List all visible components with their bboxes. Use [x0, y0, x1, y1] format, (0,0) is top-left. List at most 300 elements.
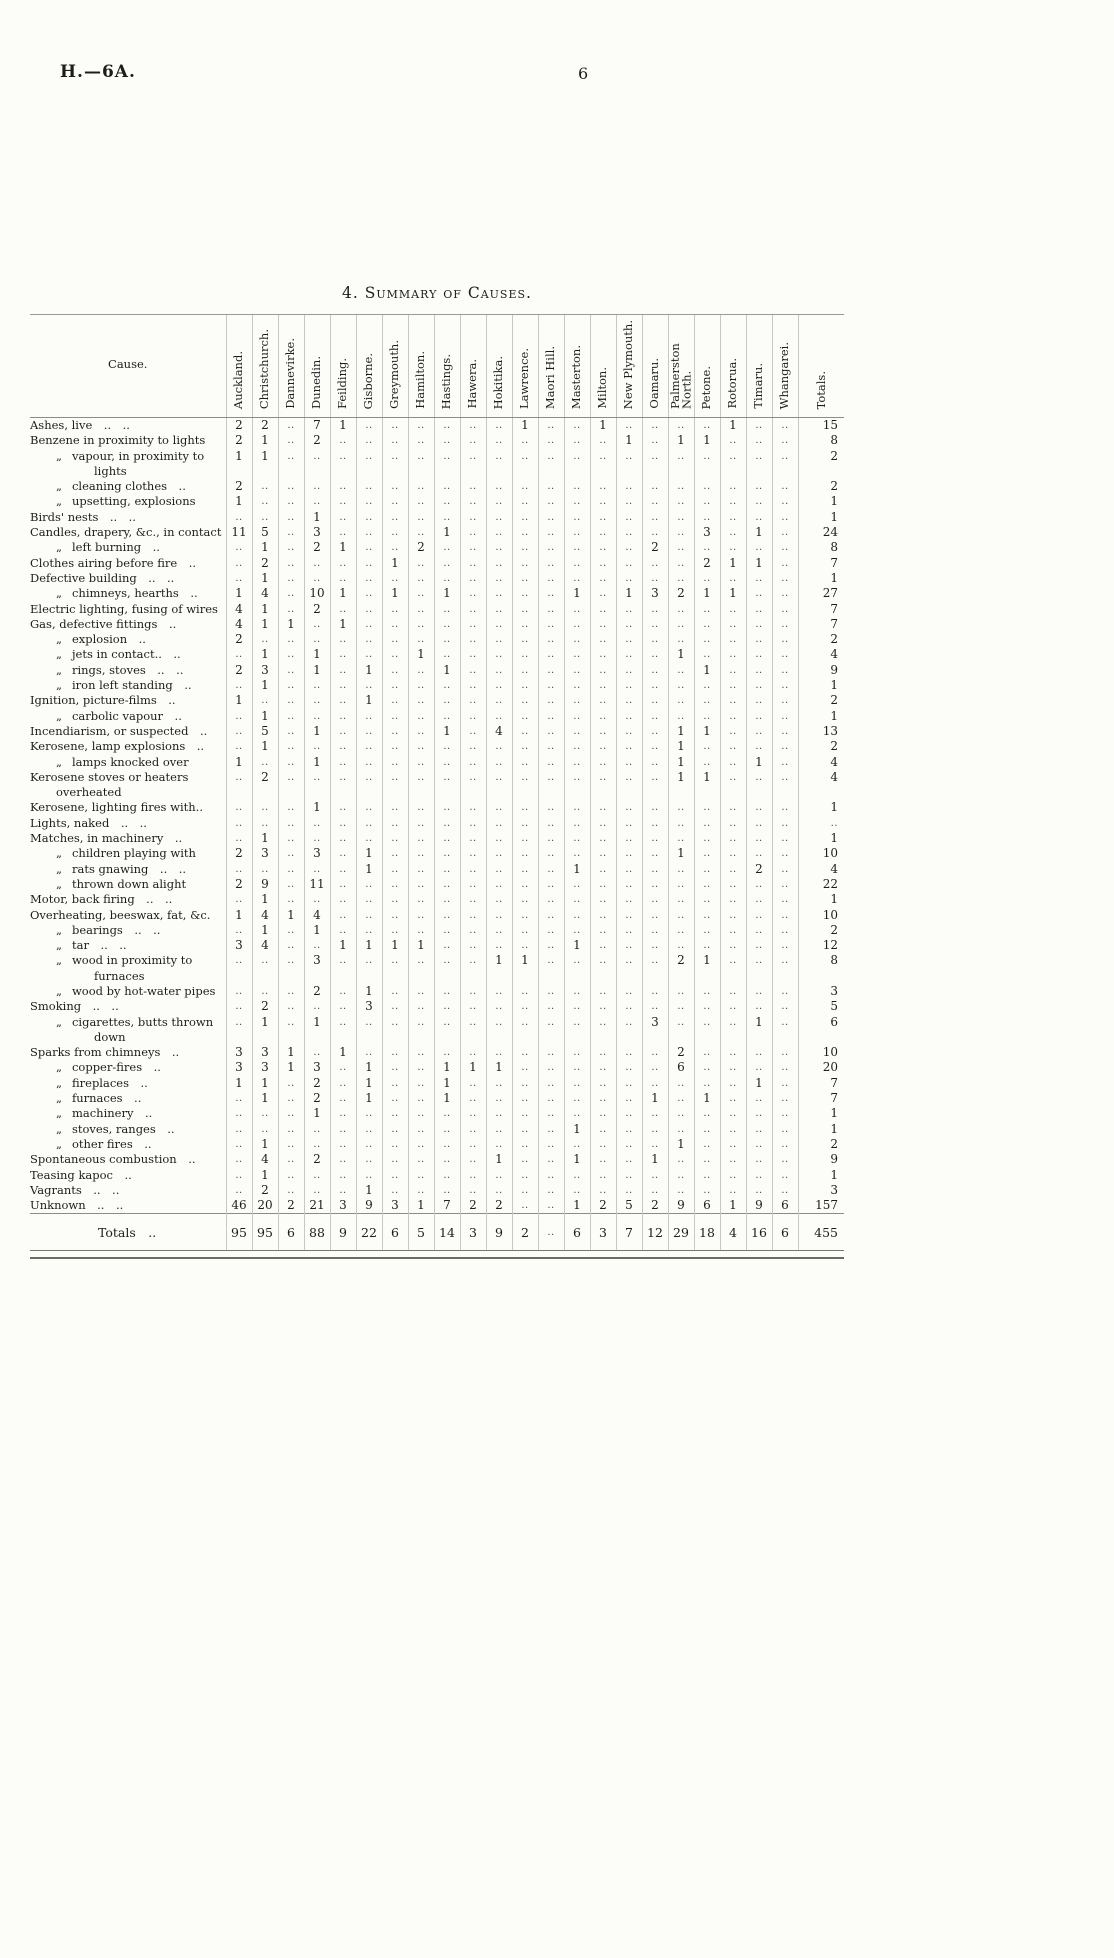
- value-cell: ..: [460, 540, 486, 555]
- value-cell: ..: [460, 556, 486, 571]
- value-cell: ..: [642, 1137, 668, 1152]
- value-cell: ..: [538, 953, 564, 984]
- value-cell: ..: [278, 449, 304, 480]
- value-cell: ..: [720, 617, 746, 632]
- value-cell: ..: [356, 1106, 382, 1121]
- value-cell: 1: [252, 1015, 278, 1046]
- value-cell: ..: [564, 494, 590, 509]
- value-cell: ..: [538, 938, 564, 953]
- value-cell: ..: [460, 1015, 486, 1046]
- value-cell: 1: [330, 938, 356, 953]
- value-cell: ..: [720, 540, 746, 555]
- value-cell: 1: [252, 617, 278, 632]
- value-cell: ..: [720, 1060, 746, 1075]
- cause-label: Sparks from chimneys ..: [30, 1045, 180, 1060]
- value-cell: ..: [512, 1198, 538, 1214]
- total-cell: 10: [798, 1045, 844, 1060]
- column-header-hawera: [460, 315, 486, 418]
- value-cell: ..: [512, 433, 538, 448]
- value-cell: ..: [434, 846, 460, 861]
- value-cell: ..: [772, 1076, 798, 1091]
- value-cell: ..: [460, 755, 486, 770]
- value-cell: ..: [538, 1106, 564, 1121]
- value-cell: ..: [746, 510, 772, 525]
- cause-cell: [30, 678, 226, 693]
- value-cell: ..: [330, 602, 356, 617]
- value-cell: ..: [278, 1122, 304, 1137]
- value-cell: ..: [564, 602, 590, 617]
- value-cell: ..: [226, 831, 252, 846]
- value-cell: ..: [720, 602, 746, 617]
- value-cell: ..: [408, 1183, 434, 1198]
- value-cell: ..: [278, 602, 304, 617]
- value-cell: ..: [746, 846, 772, 861]
- value-cell: ..: [616, 908, 642, 923]
- value-cell: ..: [720, 525, 746, 540]
- row-thrown-down-alight: [30, 877, 844, 892]
- value-cell: 2: [304, 1152, 330, 1167]
- value-cell: ..: [772, 923, 798, 938]
- value-cell: ..: [694, 647, 720, 662]
- cause-label: thrown down alight: [71, 876, 187, 891]
- value-cell: ..: [408, 510, 434, 525]
- value-cell: ..: [642, 800, 668, 815]
- value-cell: ..: [330, 908, 356, 923]
- value-cell: ..: [746, 540, 772, 555]
- value-cell: ..: [512, 846, 538, 861]
- value-cell: ..: [642, 479, 668, 494]
- value-cell: 1: [304, 724, 330, 739]
- value-cell: ..: [538, 1198, 564, 1214]
- value-cell: ..: [486, 663, 512, 678]
- value-cell: ..: [590, 739, 616, 754]
- value-cell: ..: [252, 800, 278, 815]
- value-cell: ..: [746, 892, 772, 907]
- value-cell: ..: [460, 1137, 486, 1152]
- value-cell: ..: [772, 999, 798, 1014]
- value-cell: ..: [382, 846, 408, 861]
- value-cell: ..: [720, 831, 746, 846]
- column-header-hamilton: [408, 315, 434, 418]
- column-header-dannevirke: [278, 315, 304, 418]
- value-cell: ..: [772, 908, 798, 923]
- totals-value-cell: 9: [486, 1214, 512, 1251]
- value-cell: ..: [408, 617, 434, 632]
- value-cell: ..: [772, 418, 798, 434]
- column-header-dunedin: [304, 315, 330, 418]
- value-cell: 1: [460, 1060, 486, 1075]
- value-cell: ..: [772, 602, 798, 617]
- value-cell: 3: [304, 525, 330, 540]
- value-cell: ..: [616, 724, 642, 739]
- total-cell: 13: [798, 724, 844, 739]
- value-cell: ..: [746, 1137, 772, 1152]
- value-cell: ..: [486, 433, 512, 448]
- value-cell: 1: [304, 510, 330, 525]
- cause-label: vapour, in proximity to lights: [71, 448, 205, 478]
- cause-cell: [30, 494, 226, 509]
- cause-cell: [30, 755, 226, 770]
- cause-label: Candles, drapery, &c., in contact: [30, 525, 222, 540]
- row-vagrants: [30, 1183, 844, 1198]
- total-cell: ..: [798, 816, 844, 831]
- value-cell: ..: [590, 1015, 616, 1046]
- value-cell: ..: [408, 739, 434, 754]
- column-header-palmerston-north: [668, 315, 694, 418]
- value-cell: ..: [538, 1015, 564, 1046]
- value-cell: 4: [252, 1152, 278, 1167]
- value-cell: 1: [434, 1076, 460, 1091]
- value-cell: 1: [512, 953, 538, 984]
- value-cell: ..: [512, 862, 538, 877]
- value-cell: ..: [720, 571, 746, 586]
- cause-cell: [30, 540, 226, 555]
- value-cell: ..: [772, 663, 798, 678]
- value-cell: 2: [590, 1198, 616, 1214]
- value-cell: ..: [642, 1122, 668, 1137]
- value-cell: ..: [460, 418, 486, 434]
- total-cell: 2: [798, 449, 844, 480]
- value-cell: 1: [356, 1091, 382, 1106]
- value-cell: ..: [538, 908, 564, 923]
- cause-cell: [30, 418, 226, 434]
- value-cell: ..: [356, 831, 382, 846]
- value-cell: 1: [434, 525, 460, 540]
- value-cell: ..: [616, 1091, 642, 1106]
- ditto-mark: „: [56, 1136, 62, 1151]
- ditto-mark: „: [56, 448, 62, 463]
- column-header-label: Greymouth.: [387, 340, 402, 409]
- value-cell: ..: [356, 908, 382, 923]
- value-cell: ..: [226, 1152, 252, 1167]
- value-cell: ..: [746, 816, 772, 831]
- value-cell: ..: [226, 923, 252, 938]
- value-cell: ..: [408, 846, 434, 861]
- value-cell: ..: [642, 1168, 668, 1183]
- value-cell: 1: [356, 1076, 382, 1091]
- value-cell: ..: [252, 1106, 278, 1121]
- column-header-new-plymouth: [616, 315, 642, 418]
- value-cell: ..: [252, 953, 278, 984]
- row-tar: [30, 938, 844, 953]
- value-cell: ..: [564, 1045, 590, 1060]
- cause-label: Benzene in proximity to lights: [30, 433, 206, 448]
- value-cell: ..: [746, 770, 772, 801]
- value-cell: ..: [720, 770, 746, 801]
- value-cell: ..: [590, 1060, 616, 1075]
- value-cell: ..: [460, 525, 486, 540]
- cause-label: stoves, ranges ..: [71, 1121, 175, 1136]
- value-cell: ..: [226, 510, 252, 525]
- value-cell: 2: [252, 1183, 278, 1198]
- cause-cell: [30, 877, 226, 892]
- value-cell: ..: [538, 1183, 564, 1198]
- value-cell: ..: [642, 739, 668, 754]
- value-cell: ..: [486, 892, 512, 907]
- total-cell: 1: [798, 1106, 844, 1121]
- row-children-playing-with: [30, 846, 844, 861]
- value-cell: ..: [226, 984, 252, 999]
- value-cell: ..: [434, 632, 460, 647]
- value-cell: ..: [330, 1015, 356, 1046]
- value-cell: ..: [538, 540, 564, 555]
- row-vapour-in-proximity-to-lights: [30, 449, 844, 480]
- value-cell: 7: [434, 1198, 460, 1214]
- value-cell: ..: [772, 1152, 798, 1167]
- value-cell: ..: [408, 953, 434, 984]
- value-cell: ..: [512, 984, 538, 999]
- value-cell: ..: [460, 1168, 486, 1183]
- ditto-mark: „: [56, 708, 62, 723]
- column-header-maori-hill: [538, 315, 564, 418]
- value-cell: ..: [642, 923, 668, 938]
- value-cell: 1: [694, 663, 720, 678]
- value-cell: ..: [564, 1060, 590, 1075]
- value-cell: 1: [668, 739, 694, 754]
- value-cell: ..: [564, 678, 590, 693]
- value-cell: 3: [252, 663, 278, 678]
- value-cell: ..: [564, 984, 590, 999]
- value-cell: ..: [746, 617, 772, 632]
- value-cell: ..: [434, 999, 460, 1014]
- value-cell: ..: [382, 510, 408, 525]
- value-cell: ..: [538, 862, 564, 877]
- value-cell: ..: [772, 1183, 798, 1198]
- column-header-totals: [798, 315, 844, 418]
- value-cell: ..: [538, 617, 564, 632]
- cause-cell: [30, 525, 226, 540]
- value-cell: ..: [382, 1091, 408, 1106]
- value-cell: ..: [616, 1015, 642, 1046]
- value-cell: ..: [460, 586, 486, 601]
- value-cell: ..: [512, 908, 538, 923]
- value-cell: ..: [278, 418, 304, 434]
- value-cell: ..: [694, 494, 720, 509]
- value-cell: ..: [304, 1122, 330, 1137]
- value-cell: ..: [408, 663, 434, 678]
- row-lights-naked: [30, 816, 844, 831]
- row-cleaning-clothes: [30, 479, 844, 494]
- value-cell: 1: [252, 602, 278, 617]
- value-cell: ..: [356, 418, 382, 434]
- value-cell: 1: [668, 647, 694, 662]
- value-cell: 1: [694, 1091, 720, 1106]
- value-cell: 1: [304, 1106, 330, 1121]
- totals-value-cell: 3: [590, 1214, 616, 1251]
- row-rings-stoves: [30, 663, 844, 678]
- value-cell: ..: [356, 724, 382, 739]
- value-cell: ..: [538, 418, 564, 434]
- value-cell: ..: [460, 908, 486, 923]
- value-cell: ..: [408, 1106, 434, 1121]
- value-cell: ..: [668, 938, 694, 953]
- cause-label: Matches, in machinery ..: [30, 831, 183, 846]
- value-cell: ..: [486, 1183, 512, 1198]
- value-cell: ..: [356, 1137, 382, 1152]
- cause-cell: [30, 1198, 226, 1214]
- cause-cell: [30, 831, 226, 846]
- value-cell: ..: [486, 1137, 512, 1152]
- value-cell: ..: [278, 1183, 304, 1198]
- column-header-label: Hastings.: [439, 353, 454, 409]
- value-cell: ..: [694, 678, 720, 693]
- value-cell: 1: [226, 755, 252, 770]
- value-cell: ..: [642, 449, 668, 480]
- value-cell: ..: [512, 510, 538, 525]
- ditto-mark: „: [56, 540, 62, 555]
- value-cell: ..: [382, 1137, 408, 1152]
- value-cell: ..: [434, 571, 460, 586]
- value-cell: ..: [512, 494, 538, 509]
- value-cell: 1: [564, 938, 590, 953]
- value-cell: ..: [590, 923, 616, 938]
- value-cell: ..: [434, 953, 460, 984]
- value-cell: ..: [772, 1045, 798, 1060]
- value-cell: ..: [668, 923, 694, 938]
- value-cell: 1: [408, 938, 434, 953]
- cause-label: machinery ..: [71, 1106, 153, 1121]
- ditto-mark: „: [56, 1075, 62, 1090]
- value-cell: ..: [538, 816, 564, 831]
- totals-value-cell: 16: [746, 1214, 772, 1251]
- value-cell: ..: [538, 525, 564, 540]
- value-cell: ..: [278, 877, 304, 892]
- value-cell: ..: [616, 632, 642, 647]
- value-cell: ..: [486, 617, 512, 632]
- value-cell: ..: [356, 923, 382, 938]
- value-cell: ..: [694, 693, 720, 708]
- value-cell: ..: [590, 892, 616, 907]
- value-cell: ..: [668, 1091, 694, 1106]
- value-cell: ..: [564, 999, 590, 1014]
- value-cell: ..: [772, 525, 798, 540]
- value-cell: ..: [356, 1015, 382, 1046]
- totals-value-cell: 6: [278, 1214, 304, 1251]
- cause-cell: [30, 724, 226, 739]
- value-cell: ..: [616, 953, 642, 984]
- value-cell: ..: [694, 739, 720, 754]
- value-cell: ..: [434, 1106, 460, 1121]
- value-cell: ..: [746, 938, 772, 953]
- value-cell: ..: [486, 693, 512, 708]
- value-cell: ..: [746, 693, 772, 708]
- value-cell: ..: [434, 816, 460, 831]
- cause-cell: [30, 938, 226, 953]
- value-cell: 1: [252, 831, 278, 846]
- value-cell: ..: [772, 831, 798, 846]
- value-cell: ..: [668, 449, 694, 480]
- value-cell: ..: [434, 831, 460, 846]
- value-cell: ..: [304, 1045, 330, 1060]
- value-cell: ..: [408, 678, 434, 693]
- value-cell: ..: [330, 556, 356, 571]
- value-cell: ..: [434, 1015, 460, 1046]
- value-cell: ..: [486, 632, 512, 647]
- cause-cell: [30, 846, 226, 861]
- total-cell: 1: [798, 494, 844, 509]
- total-cell: 1: [798, 800, 844, 815]
- row-lamps-knocked-over: [30, 755, 844, 770]
- value-cell: ..: [408, 770, 434, 801]
- value-cell: ..: [590, 999, 616, 1014]
- value-cell: ..: [538, 739, 564, 754]
- value-cell: ..: [486, 571, 512, 586]
- value-cell: ..: [278, 647, 304, 662]
- cause-label: furnaces ..: [71, 1091, 142, 1106]
- value-cell: 3: [304, 953, 330, 984]
- value-cell: ..: [564, 617, 590, 632]
- ditto-mark: „: [56, 876, 62, 891]
- value-cell: ..: [382, 525, 408, 540]
- value-cell: ..: [538, 755, 564, 770]
- value-cell: 1: [434, 663, 460, 678]
- value-cell: ..: [642, 984, 668, 999]
- value-cell: ..: [434, 877, 460, 892]
- value-cell: ..: [434, 617, 460, 632]
- row-stoves-ranges: [30, 1122, 844, 1137]
- value-cell: 1: [642, 1091, 668, 1106]
- value-cell: ..: [512, 739, 538, 754]
- cause-label: jets in contact.. ..: [71, 647, 181, 662]
- cause-cell: [30, 1060, 226, 1075]
- value-cell: ..: [226, 647, 252, 662]
- value-cell: ..: [356, 647, 382, 662]
- value-cell: ..: [512, 479, 538, 494]
- cause-cell: [30, 1015, 226, 1046]
- value-cell: 1: [252, 678, 278, 693]
- column-header-hastings: [434, 315, 460, 418]
- value-cell: 4: [252, 938, 278, 953]
- value-cell: ..: [486, 1106, 512, 1121]
- value-cell: ..: [538, 923, 564, 938]
- value-cell: ..: [668, 709, 694, 724]
- value-cell: 6: [772, 1198, 798, 1214]
- value-cell: ..: [278, 1076, 304, 1091]
- value-cell: ..: [616, 1137, 642, 1152]
- total-cell: 1: [798, 892, 844, 907]
- value-cell: ..: [746, 709, 772, 724]
- value-cell: ..: [356, 755, 382, 770]
- value-cell: ..: [434, 494, 460, 509]
- cause-cell: [30, 663, 226, 678]
- value-cell: ..: [720, 647, 746, 662]
- value-cell: 1: [564, 1122, 590, 1137]
- value-cell: ..: [590, 770, 616, 801]
- value-cell: ..: [590, 862, 616, 877]
- value-cell: ..: [668, 617, 694, 632]
- value-cell: ..: [512, 1122, 538, 1137]
- value-cell: ..: [590, 984, 616, 999]
- value-cell: ..: [590, 1091, 616, 1106]
- value-cell: ..: [668, 862, 694, 877]
- value-cell: 1: [564, 1198, 590, 1214]
- value-cell: ..: [512, 800, 538, 815]
- value-cell: ..: [512, 770, 538, 801]
- value-cell: ..: [460, 953, 486, 984]
- value-cell: ..: [538, 479, 564, 494]
- value-cell: ..: [564, 923, 590, 938]
- value-cell: ..: [486, 1045, 512, 1060]
- value-cell: 1: [304, 647, 330, 662]
- total-cell: 9: [798, 663, 844, 678]
- value-cell: ..: [694, 1076, 720, 1091]
- value-cell: ..: [668, 816, 694, 831]
- value-cell: ..: [694, 862, 720, 877]
- value-cell: 1: [252, 1168, 278, 1183]
- value-cell: ..: [460, 1045, 486, 1060]
- value-cell: ..: [772, 877, 798, 892]
- value-cell: ..: [642, 617, 668, 632]
